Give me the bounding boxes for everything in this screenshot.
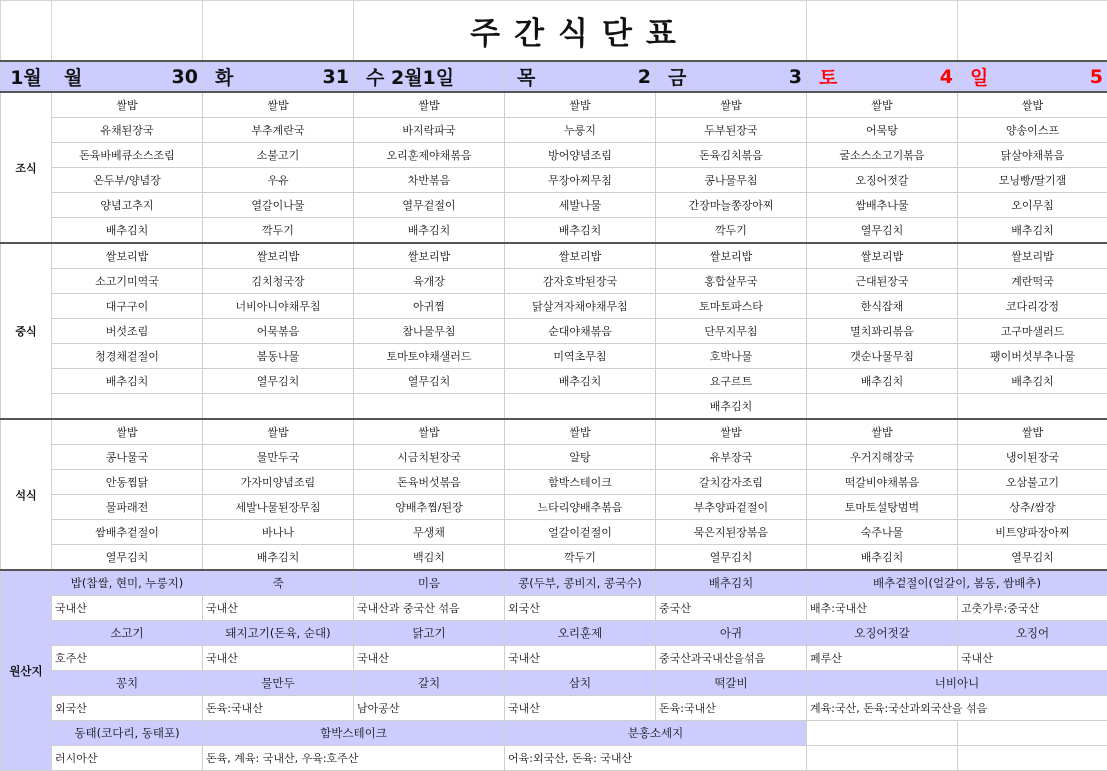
menu-cell: 콩나물무침 <box>656 168 807 193</box>
menu-cell: 쌈배추겉절이 <box>52 520 203 545</box>
menu-cell: 홍합살무국 <box>656 269 807 294</box>
menu-cell: 쌀밥 <box>505 92 656 118</box>
menu-row <box>1 344 1107 369</box>
menu-cell: 돈육버섯볶음 <box>354 470 505 495</box>
menu-cell: 쌀밥 <box>505 419 656 445</box>
menu-cell: 육개장 <box>354 269 505 294</box>
menu-cell: 토마토야채샐러드 <box>354 344 505 369</box>
menu-cell <box>958 394 1107 420</box>
menu-cell: 어묵볶음 <box>203 319 354 344</box>
menu-cell <box>52 394 203 420</box>
origin-value: 러시아산 <box>52 746 203 771</box>
menu-cell: 오이무침 <box>958 193 1107 218</box>
menu-row <box>1 218 1107 244</box>
origin-item: 콩(두부, 콩비지, 콩국수) <box>505 570 656 596</box>
origin-item: 돼지고기(돈육, 순대) <box>203 621 354 646</box>
origin-value: 페루산 <box>807 646 958 671</box>
menu-cell: 숙주나물 <box>807 520 958 545</box>
menu-cell: 토마토파스타 <box>656 294 807 319</box>
origin-value: 국내산 <box>52 596 203 621</box>
menu-cell: 상추/쌈장 <box>958 495 1107 520</box>
menu-cell: 호박나물 <box>656 344 807 369</box>
origin-value: 돈육:국내산 <box>203 696 354 721</box>
day-header: 금 3 <box>656 61 807 92</box>
origin-item: 오징어 <box>958 621 1107 646</box>
origin-item: 배추겉절이(얼갈이, 봄동, 쌈배추) <box>807 570 1107 596</box>
origin-value: 국내산 <box>354 646 505 671</box>
menu-cell: 묵은지된장볶음 <box>656 520 807 545</box>
menu-row <box>1 243 1107 269</box>
menu-cell: 열무겉절이 <box>354 193 505 218</box>
menu-row <box>1 294 1107 319</box>
menu-cell: 팽이버섯부추나물 <box>958 344 1107 369</box>
day-header-row <box>1 61 1107 92</box>
menu-cell: 소불고기 <box>203 143 354 168</box>
menu-cell: 쌈배추나물 <box>807 193 958 218</box>
meal-label: 석식 <box>1 419 52 570</box>
menu-row <box>1 369 1107 394</box>
menu-cell: 열무김치 <box>52 545 203 571</box>
menu-cell: 쌀밥 <box>656 92 807 118</box>
menu-cell: 무장아찌무침 <box>505 168 656 193</box>
menu-row <box>1 470 1107 495</box>
menu-cell: 돈육바베큐소스조림 <box>52 143 203 168</box>
origin-item: 함박스테이크 <box>203 721 505 746</box>
origin-value: 국내산 <box>505 646 656 671</box>
menu-row <box>1 319 1107 344</box>
menu-cell: 열무김치 <box>203 369 354 394</box>
menu-cell: 쌀보리밥 <box>958 243 1107 269</box>
origin-item: 삼치 <box>505 671 656 696</box>
menu-cell: 배추김치 <box>958 369 1107 394</box>
meal-label: 중식 <box>1 243 52 419</box>
menu-cell: 느타리양배추볶음 <box>505 495 656 520</box>
origin-item: 오징어젓갈 <box>807 621 958 646</box>
menu-cell: 열무김치 <box>656 545 807 571</box>
menu-cell <box>354 394 505 420</box>
menu-cell: 배추김치 <box>505 218 656 244</box>
menu-cell: 오삼불고기 <box>958 470 1107 495</box>
menu-cell: 쌀밥 <box>807 92 958 118</box>
day-header: 수 2월1일 <box>354 61 505 92</box>
menu-cell <box>203 394 354 420</box>
menu-cell: 갈치감자조림 <box>656 470 807 495</box>
origin-value: 중국산 <box>656 596 807 621</box>
origin-item: 물만두 <box>203 671 354 696</box>
menu-row <box>1 394 1107 420</box>
menu-cell: 김치청국장 <box>203 269 354 294</box>
menu-cell: 백김치 <box>354 545 505 571</box>
menu-cell: 돈육김치볶음 <box>656 143 807 168</box>
origin-value: 중국산과국내산을섞음 <box>656 646 807 671</box>
day-header: 일 5 <box>958 61 1107 92</box>
origin-item: 꽁치 <box>52 671 203 696</box>
menu-cell: 떡갈비야채볶음 <box>807 470 958 495</box>
menu-cell: 가자미양념조림 <box>203 470 354 495</box>
menu-cell: 대구구이 <box>52 294 203 319</box>
menu-cell: 버섯조림 <box>52 319 203 344</box>
origin-value: 국내산 <box>958 646 1107 671</box>
menu-cell: 배추김치 <box>52 369 203 394</box>
origin-row <box>1 671 1107 696</box>
menu-cell: 간장마늘쫑장아찌 <box>656 193 807 218</box>
month-cell: 1월 <box>1 61 52 92</box>
origin-item: 소고기 <box>52 621 203 646</box>
menu-cell: 오리훈제야채볶음 <box>354 143 505 168</box>
menu-cell: 봄동나물 <box>203 344 354 369</box>
menu-cell: 미역초무침 <box>505 344 656 369</box>
origin-row <box>1 646 1107 671</box>
menu-cell: 단무지무침 <box>656 319 807 344</box>
menu-row <box>1 520 1107 545</box>
menu-cell: 코다리강정 <box>958 294 1107 319</box>
menu-cell: 양송이스프 <box>958 118 1107 143</box>
menu-cell: 청경채겉절이 <box>52 344 203 369</box>
menu-cell: 계란떡국 <box>958 269 1107 294</box>
menu-cell: 아귀찜 <box>354 294 505 319</box>
menu-cell: 배추김치 <box>807 545 958 571</box>
menu-cell: 양배추찜/된장 <box>354 495 505 520</box>
menu-cell: 굴소스소고기볶음 <box>807 143 958 168</box>
menu-row <box>1 445 1107 470</box>
menu-cell: 배추김치 <box>203 545 354 571</box>
menu-cell: 두부된장국 <box>656 118 807 143</box>
day-header: 화 31 <box>203 61 354 92</box>
menu-cell: 함박스테이크 <box>505 470 656 495</box>
menu-cell: 열무김치 <box>958 545 1107 571</box>
menu-cell: 쌀밥 <box>354 419 505 445</box>
menu-cell: 열무김치 <box>354 369 505 394</box>
menu-cell: 쌀보리밥 <box>656 243 807 269</box>
menu-cell: 깍두기 <box>203 218 354 244</box>
menu-cell: 감자호박된장국 <box>505 269 656 294</box>
menu-cell: 비트양파장아찌 <box>958 520 1107 545</box>
menu-cell: 닭살겨자채야채무침 <box>505 294 656 319</box>
page-title: 주간식단표 <box>354 1 807 62</box>
menu-row <box>1 92 1107 118</box>
menu-cell: 쌀밥 <box>958 92 1107 118</box>
menu-cell: 배추김치 <box>505 369 656 394</box>
menu-cell: 배추김치 <box>52 218 203 244</box>
menu-cell: 너비아니야채무침 <box>203 294 354 319</box>
origin-row <box>1 570 1107 596</box>
day-header: 토 4 <box>807 61 958 92</box>
menu-cell: 쌀보리밥 <box>505 243 656 269</box>
menu-cell: 차반볶음 <box>354 168 505 193</box>
menu-cell: 알탕 <box>505 445 656 470</box>
origin-item: 아귀 <box>656 621 807 646</box>
menu-cell: 바지락파국 <box>354 118 505 143</box>
origin-item: 닭고기 <box>354 621 505 646</box>
origin-item: 너비아니 <box>807 671 1107 696</box>
origin-row <box>1 696 1107 721</box>
menu-cell: 우거지해장국 <box>807 445 958 470</box>
menu-cell: 쌀밥 <box>203 419 354 445</box>
menu-row <box>1 168 1107 193</box>
menu-cell: 콩나물국 <box>52 445 203 470</box>
origin-value: 호주산 <box>52 646 203 671</box>
origin-label: 원산지 <box>1 570 52 771</box>
menu-cell: 바나나 <box>203 520 354 545</box>
menu-row <box>1 193 1107 218</box>
menu-cell: 부추양파겉절이 <box>656 495 807 520</box>
menu-cell: 고구마샐러드 <box>958 319 1107 344</box>
menu-cell: 유채된장국 <box>52 118 203 143</box>
menu-cell: 부추계란국 <box>203 118 354 143</box>
menu-cell: 참나물무침 <box>354 319 505 344</box>
menu-cell: 깍두기 <box>505 545 656 571</box>
menu-cell: 쌀밥 <box>958 419 1107 445</box>
menu-cell: 갯순나물무침 <box>807 344 958 369</box>
menu-cell: 근대된장국 <box>807 269 958 294</box>
origin-value: 국내산 <box>203 646 354 671</box>
menu-cell: 쌀밥 <box>656 419 807 445</box>
day-header: 월 30 <box>52 61 203 92</box>
menu-cell: 세발나물된장무침 <box>203 495 354 520</box>
origin-item: 배추김치 <box>656 570 807 596</box>
origin-item: 미음 <box>354 570 505 596</box>
menu-cell: 누룽지 <box>505 118 656 143</box>
origin-item: 떡갈비 <box>656 671 807 696</box>
menu-cell: 쌀보리밥 <box>203 243 354 269</box>
menu-cell <box>505 394 656 420</box>
origin-row <box>1 596 1107 621</box>
menu-cell: 무생채 <box>354 520 505 545</box>
menu-cell: 배추김치 <box>354 218 505 244</box>
menu-cell: 쌀밥 <box>52 92 203 118</box>
menu-cell: 순대야채볶음 <box>505 319 656 344</box>
origin-value: 계육:국산, 돈육:국산과외국산을 섞음 <box>807 696 1107 721</box>
menu-cell: 양념고추지 <box>52 193 203 218</box>
menu-cell: 세발나물 <box>505 193 656 218</box>
origin-value: 고춧가루:중국산 <box>958 596 1107 621</box>
origin-item: 밥(찹쌀, 현미, 누룽지) <box>52 570 203 596</box>
menu-cell: 우유 <box>203 168 354 193</box>
menu-row <box>1 143 1107 168</box>
origin-value: 돈육:국내산 <box>656 696 807 721</box>
menu-cell: 열무김치 <box>807 218 958 244</box>
menu-cell: 방어양념조림 <box>505 143 656 168</box>
menu-cell: 모닝빵/딸기잼 <box>958 168 1107 193</box>
menu-cell: 물만두국 <box>203 445 354 470</box>
menu-cell: 쌀보리밥 <box>354 243 505 269</box>
origin-value: 배추:국내산 <box>807 596 958 621</box>
menu-row <box>1 419 1107 445</box>
menu-cell: 쌀보리밥 <box>52 243 203 269</box>
menu-cell: 물파래전 <box>52 495 203 520</box>
day-header: 목 2 <box>505 61 656 92</box>
origin-row <box>1 721 1107 746</box>
origin-item: 갈치 <box>354 671 505 696</box>
menu-cell: 배추김치 <box>656 394 807 420</box>
origin-item: 오리훈제 <box>505 621 656 646</box>
origin-value: 국내산과 중국산 섞음 <box>354 596 505 621</box>
menu-cell: 유부장국 <box>656 445 807 470</box>
menu-cell: 닭살야채볶음 <box>958 143 1107 168</box>
menu-row <box>1 545 1107 571</box>
meal-label: 조식 <box>1 92 52 243</box>
menu-row <box>1 269 1107 294</box>
menu-cell: 요구르트 <box>656 369 807 394</box>
menu-cell: 냉이된장국 <box>958 445 1107 470</box>
origin-value: 국내산 <box>203 596 354 621</box>
origin-value: 외국산 <box>52 696 203 721</box>
menu-cell: 쌀보리밥 <box>807 243 958 269</box>
menu-cell: 쌀밥 <box>354 92 505 118</box>
menu-cell: 멸치꽈리볶음 <box>807 319 958 344</box>
menu-cell: 열갈이나물 <box>203 193 354 218</box>
menu-row <box>1 495 1107 520</box>
origin-item: 분홍소세지 <box>505 721 807 746</box>
origin-value: 국내산 <box>505 696 656 721</box>
origin-row <box>1 746 1107 771</box>
menu-cell: 안동찜닭 <box>52 470 203 495</box>
menu-cell: 어묵탕 <box>807 118 958 143</box>
menu-row <box>1 118 1107 143</box>
origin-item: 죽 <box>203 570 354 596</box>
origin-value: 돈육, 계육: 국내산, 우육:호주산 <box>203 746 505 771</box>
menu-cell: 쌀밥 <box>52 419 203 445</box>
menu-cell: 배추김치 <box>958 218 1107 244</box>
menu-cell: 한식잡채 <box>807 294 958 319</box>
origin-item: 동태(코다리, 동태포) <box>52 721 203 746</box>
menu-cell: 쌀밥 <box>807 419 958 445</box>
menu-cell: 시금치된장국 <box>354 445 505 470</box>
origin-value: 남아공산 <box>354 696 505 721</box>
menu-cell: 쌀밥 <box>203 92 354 118</box>
menu-cell: 얼갈이겉절이 <box>505 520 656 545</box>
origin-row <box>1 621 1107 646</box>
menu-cell: 온두부/양념장 <box>52 168 203 193</box>
menu-cell: 토마토설탕범벅 <box>807 495 958 520</box>
menu-cell: 소고기미역국 <box>52 269 203 294</box>
menu-cell: 배추김치 <box>807 369 958 394</box>
origin-value: 어육:외국산, 돈육: 국내산 <box>505 746 807 771</box>
menu-cell: 깍두기 <box>656 218 807 244</box>
menu-cell: 오징어젓갈 <box>807 168 958 193</box>
menu-cell <box>807 394 958 420</box>
origin-value: 외국산 <box>505 596 656 621</box>
